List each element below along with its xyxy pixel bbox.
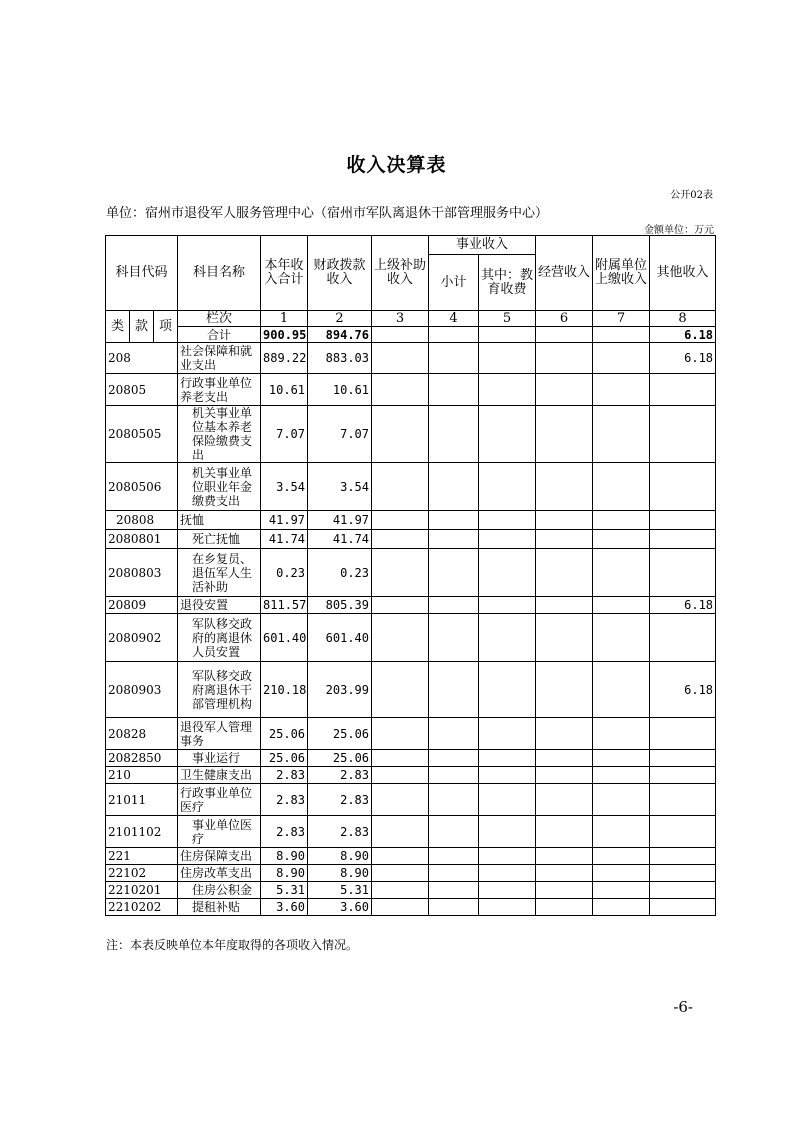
- subject-name: 行政事业单位养老支出: [178, 374, 261, 406]
- total-income-cell: 25.06: [261, 718, 308, 750]
- subject-code: 20828: [106, 718, 178, 750]
- subject-code: 2210202: [106, 899, 178, 916]
- table-row: [106, 463, 716, 511]
- table-note: 注：本表反映单位本年度取得的各项收入情况。: [106, 938, 359, 952]
- empty-cell: [536, 848, 593, 865]
- empty-cell: [479, 848, 536, 865]
- fiscal-cell: 25.06: [308, 718, 372, 750]
- empty-cell: [372, 816, 429, 848]
- table-row: [106, 374, 716, 406]
- subject-name: 军队移交政府离退休干部管理机构: [178, 662, 261, 718]
- empty-cell: [479, 530, 536, 549]
- subject-code: 210: [106, 767, 178, 784]
- total-income-cell: 8.90: [261, 848, 308, 865]
- total-income-cell: 601.40: [261, 614, 308, 662]
- empty-cell: [372, 718, 429, 750]
- subject-code: 221: [106, 848, 178, 865]
- fiscal-cell: 203.99: [308, 662, 372, 718]
- fiscal-cell: 8.90: [308, 848, 372, 865]
- empty-cell: [372, 597, 429, 614]
- empty-cell: [372, 530, 429, 549]
- empty-cell: [479, 374, 536, 406]
- empty-cell: [429, 614, 479, 662]
- empty-cell: [593, 718, 650, 750]
- fiscal-cell: 3.60: [308, 899, 372, 916]
- table-row: [106, 784, 716, 816]
- total-income-cell: 889.22: [261, 343, 308, 374]
- empty-cell: [372, 784, 429, 816]
- subject-name: 事业单位医疗: [178, 816, 261, 848]
- subject-name: 军队移交政府的离退休人员安置: [178, 614, 261, 662]
- subject-code: 2080801: [106, 530, 178, 549]
- empty-cell: [536, 718, 593, 750]
- other-income-cell: [650, 406, 716, 463]
- subject-name: 社会保障和就业支出: [178, 343, 261, 374]
- subject-name: 住房保障支出: [178, 848, 261, 865]
- empty-cell: [479, 899, 536, 916]
- empty-cell: [479, 463, 536, 511]
- fiscal-cell: 41.97: [308, 511, 372, 530]
- empty-cell: [536, 463, 593, 511]
- empty-cell: [429, 882, 479, 899]
- empty-cell: [429, 511, 479, 530]
- table-row: [106, 767, 716, 784]
- table-row: [106, 662, 716, 718]
- subject-name: 退役军人管理事务: [178, 718, 261, 750]
- empty-cell: [429, 549, 479, 597]
- empty-cell: [593, 614, 650, 662]
- table-row: [106, 406, 716, 463]
- other-income-cell: [650, 882, 716, 899]
- empty-cell: [593, 343, 650, 374]
- subject-code: 22102: [106, 865, 178, 882]
- table-row: [106, 816, 716, 848]
- header-superior: 上级补助收入: [372, 236, 429, 311]
- empty-cell: [593, 597, 650, 614]
- empty-cell: [372, 865, 429, 882]
- header-other: 其他收入: [650, 236, 716, 311]
- header-total-income: 本年收入合计: [261, 236, 308, 311]
- empty-cell: [593, 882, 650, 899]
- empty-cell: [479, 343, 536, 374]
- fiscal-cell: 2.83: [308, 816, 372, 848]
- empty-cell: [429, 718, 479, 750]
- empty-cell: [593, 662, 650, 718]
- empty-cell: [372, 767, 429, 784]
- empty-cell: [593, 463, 650, 511]
- subject-code: 20809: [106, 597, 178, 614]
- subject-code: 2210201: [106, 882, 178, 899]
- empty-cell: [372, 750, 429, 767]
- empty-cell: [429, 343, 479, 374]
- table-row: [106, 750, 716, 767]
- empty-cell: [429, 816, 479, 848]
- fiscal-cell: 5.31: [308, 882, 372, 899]
- empty-cell: [429, 597, 479, 614]
- empty-cell: [536, 899, 593, 916]
- empty-cell: [479, 882, 536, 899]
- table-row: [106, 511, 716, 530]
- table-row: [106, 597, 716, 614]
- other-income-cell: [650, 549, 716, 597]
- header-business: 事业收入: [429, 236, 536, 255]
- fiscal-cell: 883.03: [308, 343, 372, 374]
- unit-label: 单位：宿州市退役军人服务管理中心（宿州市军队离退休干部管理服务中心）: [106, 206, 549, 221]
- empty-cell: [372, 406, 429, 463]
- total-row: [106, 327, 716, 343]
- total-income-cell: 25.06: [261, 750, 308, 767]
- total-income-cell: 3.60: [261, 899, 308, 916]
- empty-cell: [429, 784, 479, 816]
- other-income-cell: [650, 463, 716, 511]
- other-income-cell: 6.18: [650, 662, 716, 718]
- table-row: [106, 530, 716, 549]
- empty-cell: [429, 767, 479, 784]
- empty-cell: [536, 767, 593, 784]
- other-income-cell: [650, 865, 716, 882]
- empty-cell: [479, 865, 536, 882]
- empty-cell: [479, 750, 536, 767]
- other-income-cell: [650, 767, 716, 784]
- empty-cell: [372, 343, 429, 374]
- empty-cell: [429, 899, 479, 916]
- empty-cell: [593, 767, 650, 784]
- empty-cell: [372, 463, 429, 511]
- other-income-cell: [650, 848, 716, 865]
- subject-code: 2080902: [106, 614, 178, 662]
- other-income-cell: [650, 511, 716, 530]
- empty-cell: [429, 865, 479, 882]
- empty-cell: [593, 511, 650, 530]
- header-affiliated: 附属单位上缴收入: [593, 236, 650, 311]
- empty-cell: [593, 816, 650, 848]
- other-income-cell: [650, 530, 716, 549]
- fiscal-cell: 8.90: [308, 865, 372, 882]
- other-income-cell: [650, 784, 716, 816]
- empty-cell: [372, 848, 429, 865]
- empty-cell: [536, 549, 593, 597]
- empty-cell: [536, 597, 593, 614]
- empty-cell: [536, 784, 593, 816]
- total-income-value: 900.95: [261, 327, 308, 343]
- col-num: 5: [479, 311, 536, 327]
- empty-cell: [479, 597, 536, 614]
- col-num: 7: [593, 311, 650, 327]
- empty-cell: [536, 406, 593, 463]
- col-num: 6: [536, 311, 593, 327]
- empty-cell: [372, 511, 429, 530]
- fiscal-cell: 3.54: [308, 463, 372, 511]
- subject-code: 21011: [106, 784, 178, 816]
- empty-cell: [593, 784, 650, 816]
- other-income-cell: [650, 374, 716, 406]
- empty-cell: [429, 662, 479, 718]
- subject-name: 行政事业单位医疗: [178, 784, 261, 816]
- empty-cell: [479, 718, 536, 750]
- header-xiang: 项: [154, 311, 178, 343]
- empty-cell: [536, 511, 593, 530]
- subject-code: 2080803: [106, 549, 178, 597]
- empty-cell: [479, 549, 536, 597]
- table-row: [106, 848, 716, 865]
- empty-cell: [593, 750, 650, 767]
- subject-name: 在乡复员、退伍军人生活补助: [178, 549, 261, 597]
- table-row: [106, 343, 716, 374]
- empty-cell: [593, 848, 650, 865]
- table-row: [106, 882, 716, 899]
- empty-cell: [479, 767, 536, 784]
- header-col-label: 栏次: [178, 311, 261, 327]
- page-number: -6-: [673, 998, 693, 1016]
- col-num: 8: [650, 311, 716, 327]
- empty-cell: [429, 374, 479, 406]
- empty-cell: [429, 406, 479, 463]
- total-income-cell: 3.54: [261, 463, 308, 511]
- subject-code: 20808: [106, 511, 178, 530]
- subject-name: 机关事业单位职业年金缴费支出: [178, 463, 261, 511]
- total-income-cell: 8.90: [261, 865, 308, 882]
- other-income-cell: [650, 718, 716, 750]
- other-income-cell: [650, 899, 716, 916]
- subject-code: 2082850: [106, 750, 178, 767]
- empty-cell: [479, 511, 536, 530]
- empty-cell: [536, 662, 593, 718]
- fiscal-cell: 601.40: [308, 614, 372, 662]
- empty-cell: [479, 614, 536, 662]
- fiscal-cell: 0.23: [308, 549, 372, 597]
- header-education: 其中：教育收费: [479, 255, 536, 311]
- subject-name: 住房公积金: [178, 882, 261, 899]
- subject-code: 208: [106, 343, 178, 374]
- subject-name: 事业运行: [178, 750, 261, 767]
- empty-cell: [536, 882, 593, 899]
- amount-unit-label: 金额单位：万元: [644, 225, 714, 236]
- empty-cell: [372, 662, 429, 718]
- total-income-cell: 0.23: [261, 549, 308, 597]
- col-num: 3: [372, 311, 429, 327]
- total-income-cell: 811.57: [261, 597, 308, 614]
- subject-name: 退役安置: [178, 597, 261, 614]
- fiscal-cell: 2.83: [308, 784, 372, 816]
- empty-cell: [593, 374, 650, 406]
- total-fiscal-value: 894.76: [308, 327, 372, 343]
- total-other-value: 6.18: [650, 327, 716, 343]
- other-income-cell: 6.18: [650, 597, 716, 614]
- empty-cell: [536, 614, 593, 662]
- empty-cell: [593, 549, 650, 597]
- subject-name: 死亡抚恤: [178, 530, 261, 549]
- total-label: 合计: [178, 327, 261, 343]
- header-kuan: 款: [130, 311, 154, 343]
- empty-cell: [372, 882, 429, 899]
- table-row: [106, 899, 716, 916]
- subject-name: 卫生健康支出: [178, 767, 261, 784]
- form-number: 公开02表: [670, 190, 713, 201]
- subject-code: 2080506: [106, 463, 178, 511]
- total-income-cell: 210.18: [261, 662, 308, 718]
- header-subject-code: 科目代码: [106, 236, 178, 311]
- col-num: 1: [261, 311, 308, 327]
- empty-cell: [479, 406, 536, 463]
- total-income-cell: 2.83: [261, 784, 308, 816]
- fiscal-cell: 2.83: [308, 767, 372, 784]
- empty-cell: [429, 848, 479, 865]
- subject-code: 2101102: [106, 816, 178, 848]
- table-row: [106, 865, 716, 882]
- other-income-cell: [650, 816, 716, 848]
- subject-name: 住房改革支出: [178, 865, 261, 882]
- total-income-cell: 7.07: [261, 406, 308, 463]
- fiscal-cell: 25.06: [308, 750, 372, 767]
- empty-cell: [429, 750, 479, 767]
- total-income-cell: 10.61: [261, 374, 308, 406]
- empty-cell: [479, 662, 536, 718]
- empty-cell: [593, 865, 650, 882]
- other-income-cell: 6.18: [650, 343, 716, 374]
- header-subject-name: 科目名称: [178, 236, 261, 311]
- table-row: [106, 614, 716, 662]
- subject-code: 2080903: [106, 662, 178, 718]
- empty-cell: [593, 406, 650, 463]
- fiscal-cell: 41.74: [308, 530, 372, 549]
- empty-cell: [536, 374, 593, 406]
- empty-cell: [536, 530, 593, 549]
- empty-cell: [536, 865, 593, 882]
- header-lei: 类: [106, 311, 130, 343]
- header-fiscal: 财政拨款收入: [308, 236, 372, 311]
- header-operating: 经营收入: [536, 236, 593, 311]
- empty-cell: [429, 463, 479, 511]
- fiscal-cell: 805.39: [308, 597, 372, 614]
- empty-cell: [372, 614, 429, 662]
- table-row: [106, 718, 716, 750]
- header-subtotal: 小计: [429, 255, 479, 311]
- empty-cell: [372, 899, 429, 916]
- other-income-cell: [650, 750, 716, 767]
- empty-cell: [536, 816, 593, 848]
- empty-cell: [536, 750, 593, 767]
- subject-code: 20805: [106, 374, 178, 406]
- col-num: 2: [308, 311, 372, 327]
- fiscal-cell: 7.07: [308, 406, 372, 463]
- page-title: 收入决算表: [346, 154, 447, 176]
- empty-cell: [536, 343, 593, 374]
- total-income-cell: 5.31: [261, 882, 308, 899]
- subject-code: 2080505: [106, 406, 178, 463]
- subject-name: 抚恤: [178, 511, 261, 530]
- income-table: [105, 235, 716, 916]
- other-income-cell: [650, 614, 716, 662]
- empty-cell: [429, 530, 479, 549]
- total-income-cell: 41.97: [261, 511, 308, 530]
- empty-cell: [479, 816, 536, 848]
- empty-cell: [593, 530, 650, 549]
- col-num: 4: [429, 311, 479, 327]
- empty-cell: [372, 374, 429, 406]
- subject-name: 提租补贴: [178, 899, 261, 916]
- total-income-cell: 2.83: [261, 767, 308, 784]
- subject-name: 机关事业单位基本养老保险缴费支出: [178, 406, 261, 463]
- fiscal-cell: 10.61: [308, 374, 372, 406]
- total-income-cell: 2.83: [261, 816, 308, 848]
- empty-cell: [593, 899, 650, 916]
- empty-cell: [479, 784, 536, 816]
- table-row: [106, 549, 716, 597]
- empty-cell: [372, 549, 429, 597]
- total-income-cell: 41.74: [261, 530, 308, 549]
